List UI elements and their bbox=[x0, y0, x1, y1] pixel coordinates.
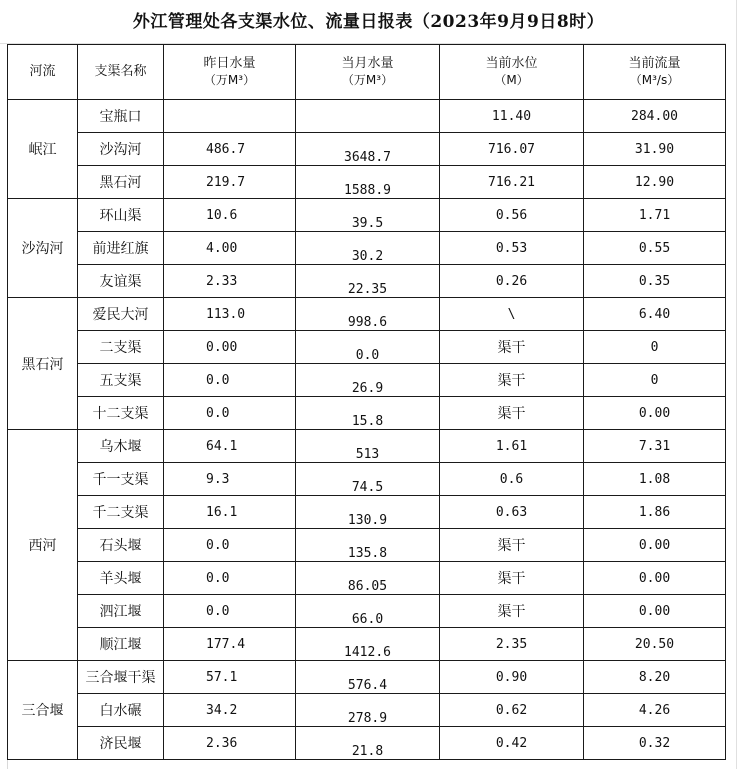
branch-name-cell[interactable]: 二支渠 bbox=[78, 331, 164, 364]
yesterday-volume-cell[interactable]: 0.0 bbox=[164, 529, 296, 562]
yesterday-volume-cell[interactable]: 34.2 bbox=[164, 694, 296, 727]
water-level-cell[interactable]: 1.61 bbox=[440, 430, 584, 463]
branch-name-cell[interactable]: 千一支渠 bbox=[78, 463, 164, 496]
yesterday-volume-cell[interactable]: 113.0 bbox=[164, 298, 296, 331]
branch-name-cell[interactable]: 十二支渠 bbox=[78, 397, 164, 430]
month-volume-cell[interactable]: 1588.9 bbox=[296, 166, 440, 199]
table-row bbox=[8, 430, 726, 463]
month-volume-cell[interactable]: 30.2 bbox=[296, 232, 440, 265]
flow-rate-cell[interactable]: 0.55 bbox=[584, 232, 726, 265]
month-volume-cell[interactable]: 0.0 bbox=[296, 331, 440, 364]
header-month[interactable]: 当月水量 （万M³） bbox=[296, 45, 440, 100]
yesterday-volume-cell[interactable]: 0.0 bbox=[164, 397, 296, 430]
flow-rate-cell[interactable]: 0.00 bbox=[584, 397, 726, 430]
month-volume-cell[interactable]: 3648.7 bbox=[296, 133, 440, 166]
flow-rate-cell[interactable]: 0.35 bbox=[584, 265, 726, 298]
table-row bbox=[8, 133, 726, 166]
month-volume-cell[interactable] bbox=[296, 100, 440, 133]
water-level-cell[interactable]: 0.26 bbox=[440, 265, 584, 298]
header-row bbox=[8, 45, 726, 100]
header-level-unit: （M） bbox=[494, 73, 529, 87]
branch-name-cell[interactable]: 千二支渠 bbox=[78, 496, 164, 529]
branch-name-cell[interactable]: 三合堰干渠 bbox=[78, 661, 164, 694]
branch-name-cell[interactable]: 沙沟河 bbox=[78, 133, 164, 166]
branch-name-cell[interactable]: 白水碾 bbox=[78, 694, 164, 727]
table-row bbox=[8, 331, 726, 364]
table-row bbox=[8, 397, 726, 430]
flow-rate-cell[interactable]: 0.32 bbox=[584, 727, 726, 760]
table-row bbox=[8, 100, 726, 133]
month-volume-cell[interactable]: 74.5 bbox=[296, 463, 440, 496]
water-level-cell[interactable]: 渠干 bbox=[440, 562, 584, 595]
flow-rate-cell[interactable]: 0.00 bbox=[584, 562, 726, 595]
branch-name-cell[interactable]: 羊头堰 bbox=[78, 562, 164, 595]
yesterday-volume-cell[interactable]: 177.4 bbox=[164, 628, 296, 661]
flow-rate-cell[interactable]: 8.20 bbox=[584, 661, 726, 694]
water-level-cell[interactable]: 渠干 bbox=[440, 595, 584, 628]
branch-name-cell[interactable]: 济民堰 bbox=[78, 727, 164, 760]
table-row bbox=[8, 298, 726, 331]
branch-name-cell[interactable]: 顺江堰 bbox=[78, 628, 164, 661]
yesterday-volume-cell[interactable]: 2.33 bbox=[164, 265, 296, 298]
table-row bbox=[8, 727, 726, 760]
header-level[interactable]: 当前水位 （M） bbox=[440, 45, 584, 100]
table-row bbox=[8, 529, 726, 562]
yesterday-volume-cell[interactable]: 10.6 bbox=[164, 199, 296, 232]
water-level-cell[interactable]: 716.21 bbox=[440, 166, 584, 199]
water-level-cell[interactable]: 0.56 bbox=[440, 199, 584, 232]
report-table bbox=[7, 44, 726, 760]
river-cell[interactable]: 西河 bbox=[8, 430, 78, 661]
table-row bbox=[8, 232, 726, 265]
month-volume-cell[interactable]: 86.05 bbox=[296, 562, 440, 595]
header-month-unit: （万M³） bbox=[341, 73, 394, 87]
header-river[interactable]: 河流 bbox=[8, 45, 78, 100]
branch-name-cell[interactable]: 爱民大河 bbox=[78, 298, 164, 331]
flow-rate-cell[interactable]: 0 bbox=[584, 331, 726, 364]
month-volume-cell[interactable]: 278.9 bbox=[296, 694, 440, 727]
table-row bbox=[8, 364, 726, 397]
water-level-cell[interactable]: 渠干 bbox=[440, 331, 584, 364]
river-cell[interactable]: 沙沟河 bbox=[8, 199, 78, 298]
flow-rate-cell[interactable]: 20.50 bbox=[584, 628, 726, 661]
month-volume-cell[interactable]: 66.0 bbox=[296, 595, 440, 628]
branch-name-cell[interactable]: 黑石河 bbox=[78, 166, 164, 199]
month-volume-cell[interactable]: 135.8 bbox=[296, 529, 440, 562]
flow-rate-cell[interactable]: 6.40 bbox=[584, 298, 726, 331]
month-volume-cell[interactable]: 39.5 bbox=[296, 199, 440, 232]
yesterday-volume-cell[interactable]: 486.7 bbox=[164, 133, 296, 166]
report-title: 外江管理处各支渠水位、流量日报表（2023年9月9日8时） bbox=[132, 12, 605, 32]
yesterday-volume-cell[interactable]: 219.7 bbox=[164, 166, 296, 199]
header-flow[interactable]: 当前流量 （M³/s） bbox=[584, 45, 726, 100]
water-level-cell[interactable]: 0.53 bbox=[440, 232, 584, 265]
yesterday-volume-cell[interactable]: 9.3 bbox=[164, 463, 296, 496]
branch-name-cell[interactable]: 石头堰 bbox=[78, 529, 164, 562]
header-yesterday[interactable]: 昨日水量 （万M³） bbox=[164, 45, 296, 100]
flow-rate-cell[interactable]: 12.90 bbox=[584, 166, 726, 199]
branch-name-cell[interactable]: 友谊渠 bbox=[78, 265, 164, 298]
flow-rate-cell[interactable]: 31.90 bbox=[584, 133, 726, 166]
yesterday-volume-cell[interactable]: 2.36 bbox=[164, 727, 296, 760]
branch-name-cell[interactable]: 五支渠 bbox=[78, 364, 164, 397]
water-level-cell[interactable]: 渠干 bbox=[440, 364, 584, 397]
month-volume-cell[interactable]: 130.9 bbox=[296, 496, 440, 529]
water-level-cell[interactable]: 0.6 bbox=[440, 463, 584, 496]
flow-rate-cell[interactable]: 0 bbox=[584, 364, 726, 397]
table-row bbox=[8, 562, 726, 595]
branch-name-cell[interactable]: 泗江堰 bbox=[78, 595, 164, 628]
yesterday-volume-cell[interactable]: 0.0 bbox=[164, 595, 296, 628]
month-volume-cell[interactable]: 26.9 bbox=[296, 364, 440, 397]
table-row bbox=[8, 628, 726, 661]
gridline-right bbox=[726, 0, 737, 769]
month-volume-cell[interactable]: 513 bbox=[296, 430, 440, 463]
branch-name-cell[interactable]: 宝瓶口 bbox=[78, 100, 164, 133]
flow-rate-cell[interactable]: 0.00 bbox=[584, 529, 726, 562]
water-level-cell[interactable]: \ bbox=[440, 298, 584, 331]
table-row bbox=[8, 595, 726, 628]
month-volume-cell[interactable]: 998.6 bbox=[296, 298, 440, 331]
water-level-cell[interactable]: 716.07 bbox=[440, 133, 584, 166]
flow-rate-cell[interactable]: 1.86 bbox=[584, 496, 726, 529]
yesterday-volume-cell[interactable]: 0.0 bbox=[164, 364, 296, 397]
table-row bbox=[8, 166, 726, 199]
river-cell[interactable]: 三合堰 bbox=[8, 661, 78, 760]
yesterday-volume-cell[interactable]: 4.00 bbox=[164, 232, 296, 265]
yesterday-volume-cell[interactable]: 0.00 bbox=[164, 331, 296, 364]
flow-rate-cell[interactable]: 4.26 bbox=[584, 694, 726, 727]
flow-rate-cell[interactable]: 1.08 bbox=[584, 463, 726, 496]
water-level-cell[interactable]: 渠干 bbox=[440, 397, 584, 430]
table-row bbox=[8, 463, 726, 496]
header-yesterday-unit: （万M³） bbox=[203, 73, 256, 87]
water-level-cell[interactable]: 渠干 bbox=[440, 529, 584, 562]
yesterday-volume-cell[interactable]: 57.1 bbox=[164, 661, 296, 694]
table-row bbox=[8, 694, 726, 727]
yesterday-volume-cell[interactable] bbox=[164, 100, 296, 133]
month-volume-cell[interactable]: 22.35 bbox=[296, 265, 440, 298]
river-cell[interactable]: 岷江 bbox=[8, 100, 78, 199]
table-row bbox=[8, 199, 726, 232]
branch-name-cell[interactable]: 前进红旗 bbox=[78, 232, 164, 265]
water-level-cell[interactable]: 2.35 bbox=[440, 628, 584, 661]
water-level-cell[interactable]: 0.62 bbox=[440, 694, 584, 727]
table-row bbox=[8, 265, 726, 298]
header-flow-unit: （M³/s） bbox=[629, 73, 680, 87]
branch-name-cell[interactable]: 环山渠 bbox=[78, 199, 164, 232]
flow-rate-cell[interactable]: 284.00 bbox=[584, 100, 726, 133]
water-level-cell[interactable]: 0.42 bbox=[440, 727, 584, 760]
month-volume-cell[interactable]: 21.8 bbox=[296, 727, 440, 760]
flow-rate-cell[interactable]: 7.31 bbox=[584, 430, 726, 463]
table-row bbox=[8, 661, 726, 694]
yesterday-volume-cell[interactable]: 16.1 bbox=[164, 496, 296, 529]
flow-rate-cell[interactable]: 1.71 bbox=[584, 199, 726, 232]
table-row bbox=[8, 496, 726, 529]
river-cell[interactable]: 黑石河 bbox=[8, 298, 78, 430]
flow-rate-cell[interactable]: 0.00 bbox=[584, 595, 726, 628]
water-level-cell[interactable]: 0.63 bbox=[440, 496, 584, 529]
header-branch[interactable]: 支渠名称 bbox=[78, 45, 164, 100]
month-volume-cell[interactable]: 1412.6 bbox=[296, 628, 440, 661]
branch-name-cell[interactable]: 乌木堰 bbox=[78, 430, 164, 463]
yesterday-volume-cell[interactable]: 0.0 bbox=[164, 562, 296, 595]
water-level-cell[interactable]: 0.90 bbox=[440, 661, 584, 694]
yesterday-volume-cell[interactable]: 64.1 bbox=[164, 430, 296, 463]
month-volume-cell[interactable]: 15.8 bbox=[296, 397, 440, 430]
water-level-cell[interactable]: 11.40 bbox=[440, 100, 584, 133]
month-volume-cell[interactable]: 576.4 bbox=[296, 661, 440, 694]
